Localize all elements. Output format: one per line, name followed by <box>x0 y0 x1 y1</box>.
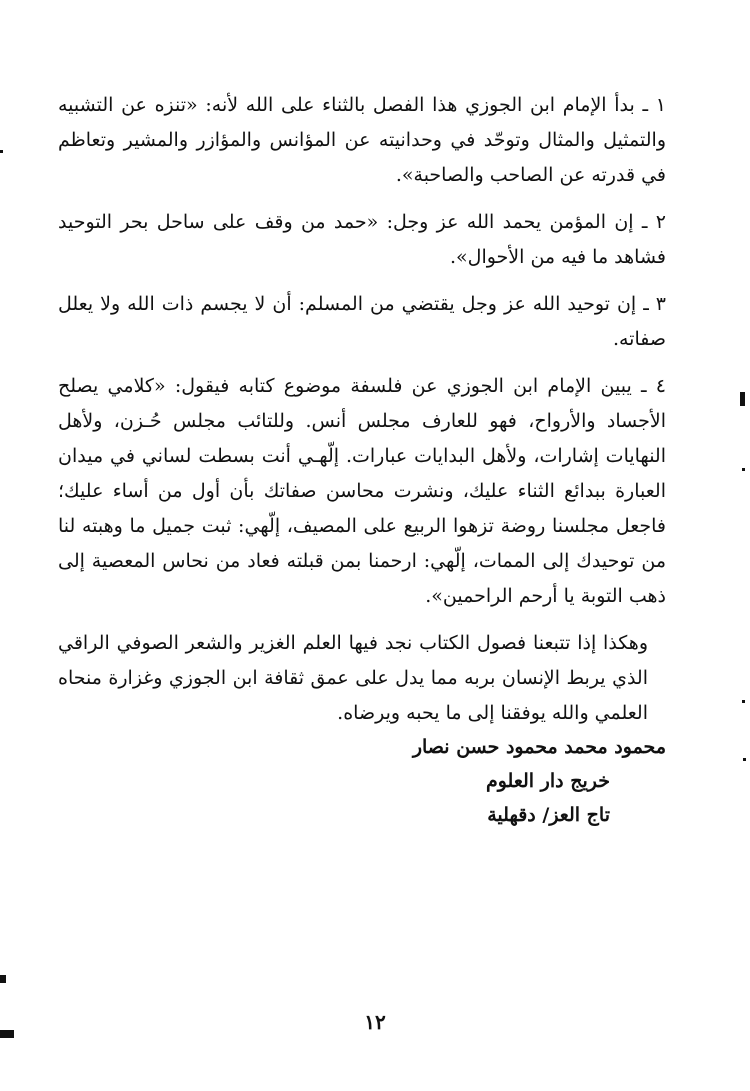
scan-mark <box>0 975 6 983</box>
signature-block <box>58 730 666 832</box>
body-text <box>58 88 666 743</box>
paragraph-4: ٤ ـ يبين الإمام ابن الجوزي عن فلسفة موضوع كتابه فيقول: «كلامي يصلح الأجساد والأرواح، فهو للعارف مجلس أنس. وللتائب مجلس حُـزن، ولأهل النهايات إشارات، ولأهل البدايات عبارات. إلّهـي أنت بسطت لساني في ميدان العبارة ببدائع الثناء عليك، ونشرت محاسن صفاتك بأن أول من أساء عليك؛ فاجعل مجلسنا روضة تزهوا الربيع على المصيف، إلّهي: ثبت جميل ما وهبته لنا من توحيدك إلى الممات، إلّهي: ارحمنا بمن قبلته فعاد من نحاس المعصية إلى ذهب التوبة يا أرحم الراحمين». <box>58 375 666 607</box>
scan-mark <box>742 468 745 471</box>
scan-mark <box>743 758 746 761</box>
paragraph-2: ٢ ـ إن المؤمن يحمد الله عز وجل: «حمد من وقف على ساحل بحر التوحيد فشاهد ما فيه من الأحوال». <box>58 211 666 268</box>
scan-mark <box>742 700 745 703</box>
scan-mark <box>0 1030 14 1038</box>
page-number: ١٢ <box>364 1010 386 1034</box>
signature-name: محمود محمد محمود حسن نصار <box>412 736 666 758</box>
signature-affiliation: خريج دار العلوم <box>485 770 610 792</box>
paragraph-3: ٣ ـ إن توحيد الله عز وجل يقتضي من المسلم: أن لا يجسم ذات الله ولا يعلل صفاته. <box>58 293 666 350</box>
signature-location: تاج العز/ دقهلية <box>487 804 610 826</box>
paragraph-1: ١ ـ بدأ الإمام ابن الجوزي هذا الفصل بالثناء على الله لأنه: «تنزه عن التشبيه والتمثيل والمثال وتوحّد في وحدانيته عن المؤانس والمؤازر والمشير وتعاظم في قدرته عن الصاحب والصاحبة». <box>58 94 666 186</box>
scan-mark <box>0 150 3 153</box>
scan-mark <box>740 392 745 406</box>
paragraph-5: وهكذا إذا تتبعنا فصول الكتاب نجد فيها العلم الغزير والشعر الصوفي الراقي الذي يربط الإنسان بربه مما يدل على عمق ثقافة ابن الجوزي وغزارة منحاه العلمي والله يوفقنا إلى ما يحبه ويرضاه. <box>58 632 648 724</box>
